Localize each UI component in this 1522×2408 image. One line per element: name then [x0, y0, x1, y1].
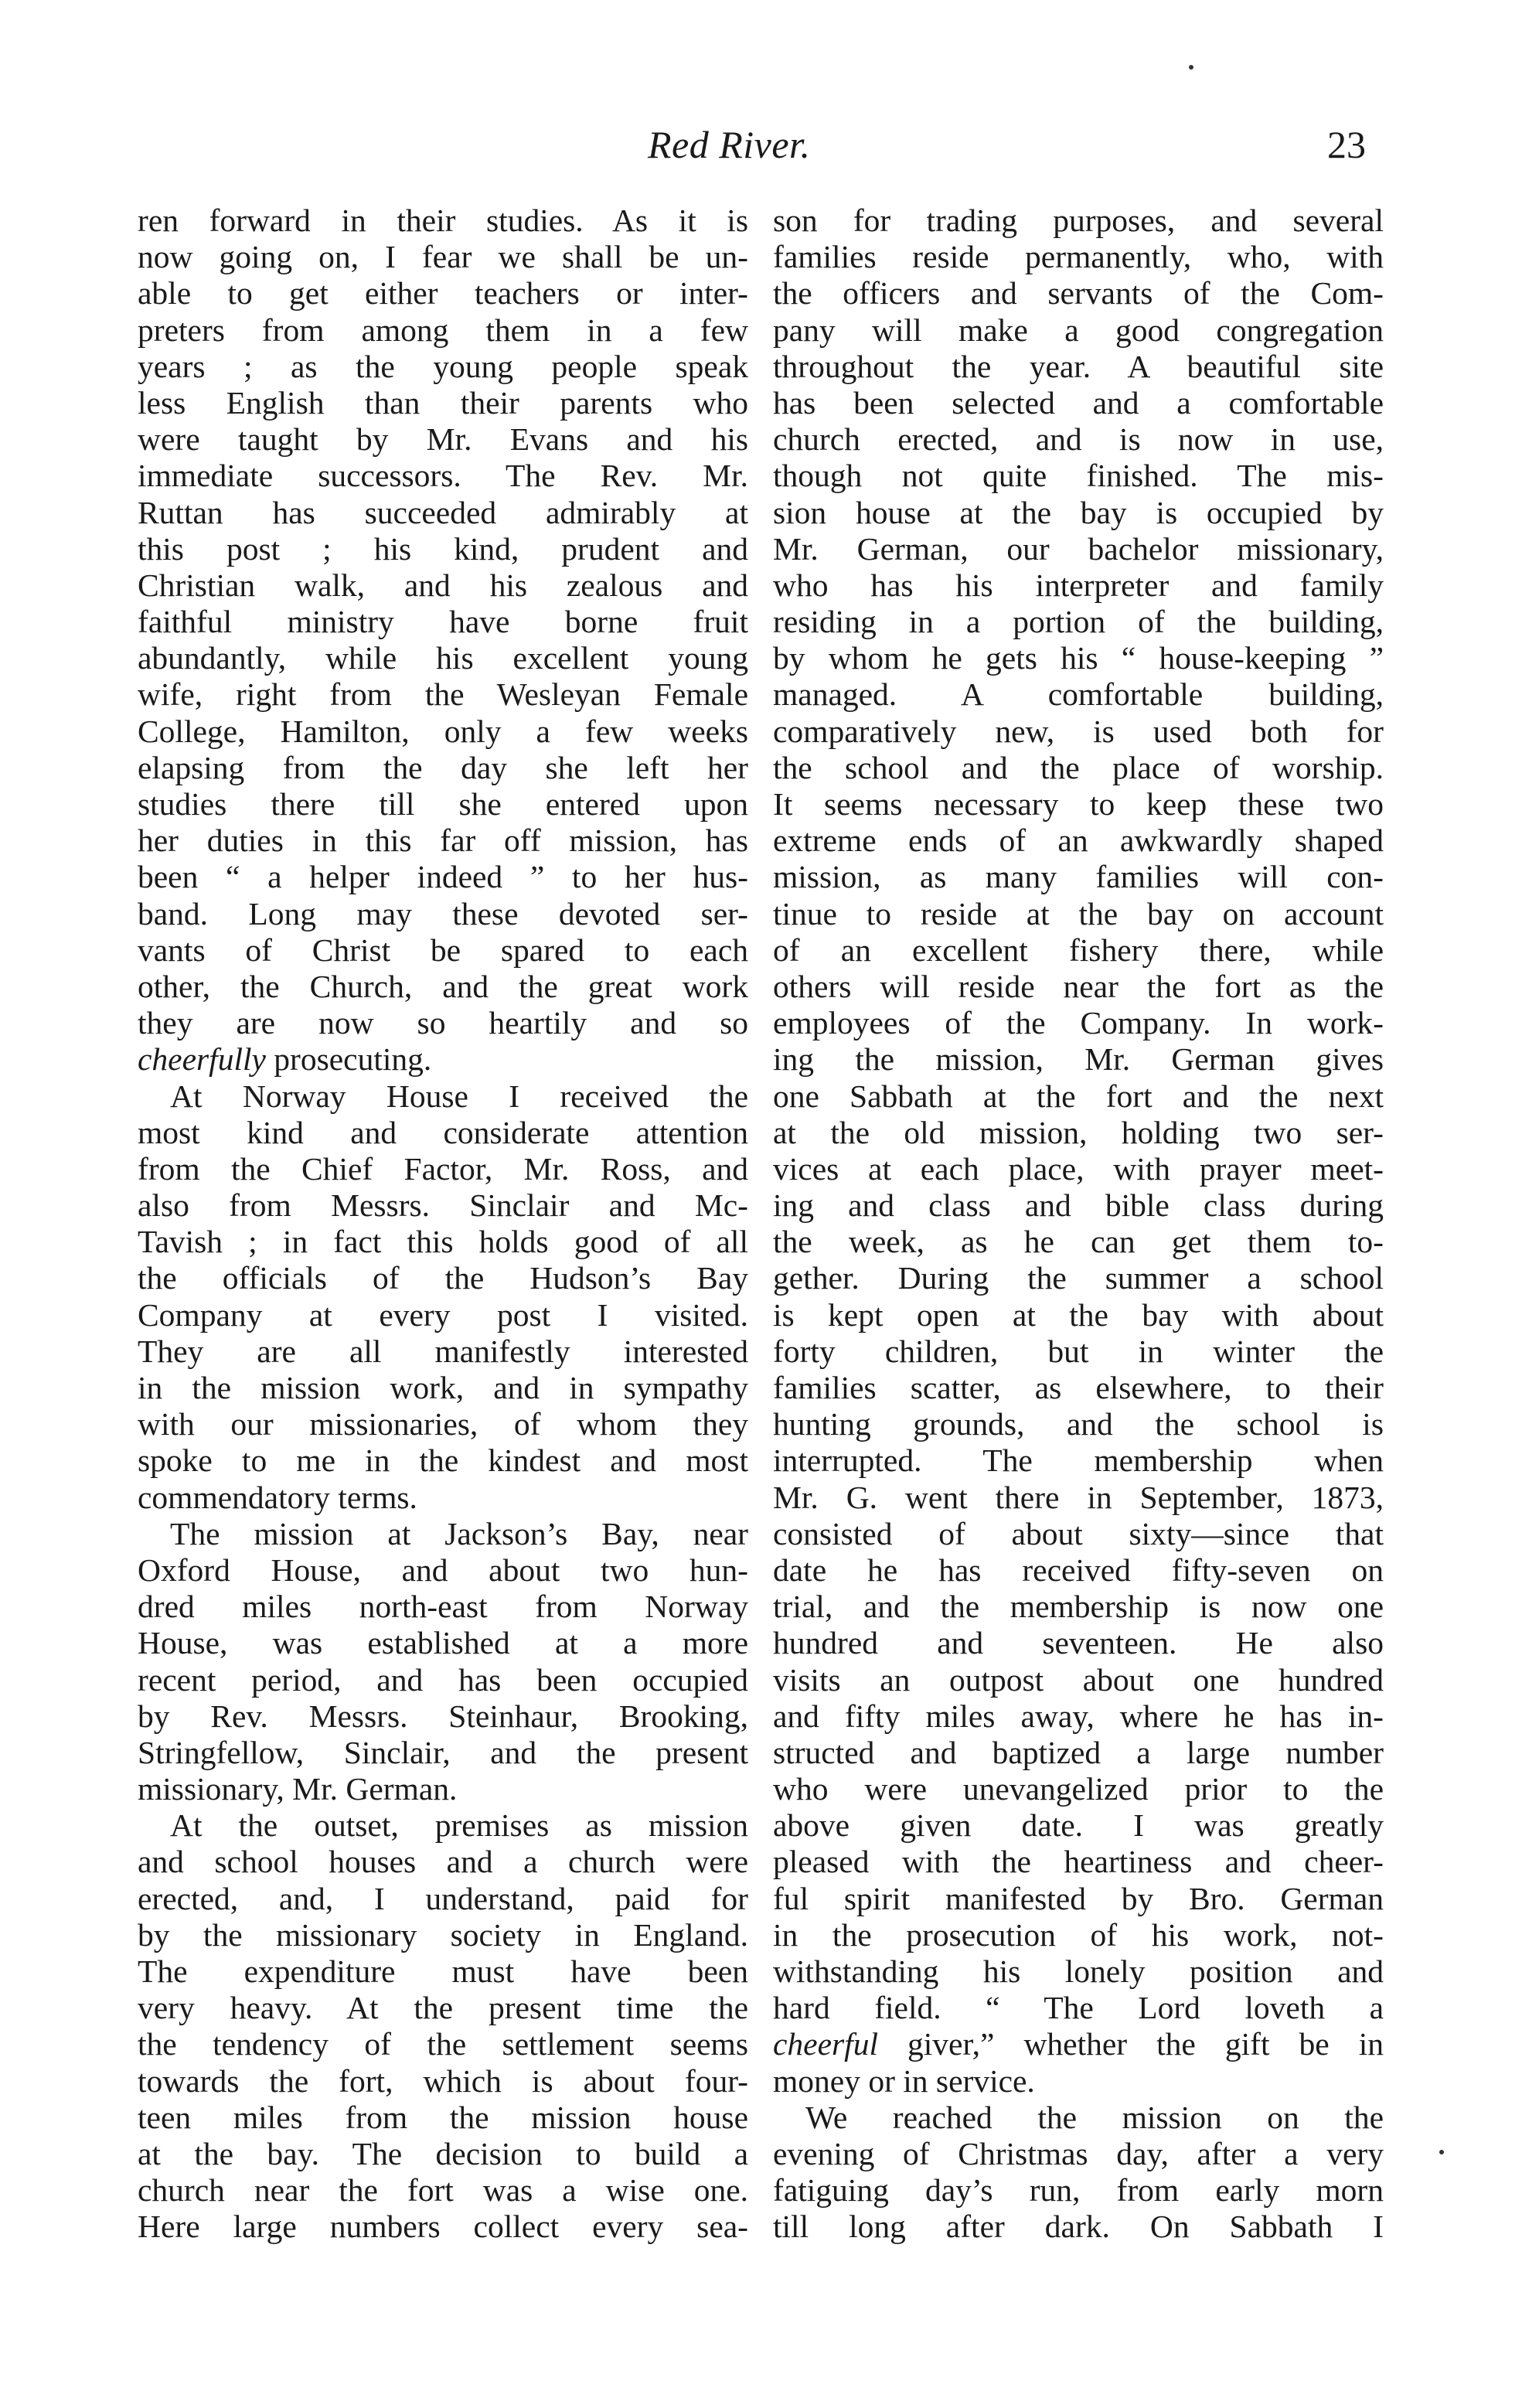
text-line: spoke to me in the kindest and most	[138, 1442, 748, 1479]
italic-text: cheerful	[773, 2026, 878, 2062]
text-line: above given date. I was greatly	[773, 1807, 1384, 1844]
text-run: prosecuting.	[265, 1041, 432, 1078]
text-line: Stringfellow, Sinclair, and the present	[138, 1734, 748, 1770]
text-line: the officers and servants of the Com-	[773, 275, 1384, 312]
text-line: who were unevangelized prior to the	[773, 1771, 1384, 1807]
text-line: church erected, and is now in use,	[773, 421, 1384, 458]
text-line: abundantly, while his excellent young	[138, 640, 748, 676]
text-line: wife, right from the Wesleyan Female	[138, 676, 748, 713]
text-line: the officials of the Hudson’s Bay	[138, 1260, 748, 1296]
text-line: Mr. G. went there in September, 1873,	[773, 1479, 1384, 1515]
text-line: though not quite finished. The mis-	[773, 458, 1384, 494]
text-line: It seems necessary to keep these two	[773, 786, 1384, 822]
text-line: trial, and the membership is now one	[773, 1589, 1384, 1625]
text-line: mission, as many families will con-	[773, 859, 1384, 895]
text-line: by whom he gets his “ house-keeping ”	[773, 640, 1384, 676]
text-line	[773, 2026, 1384, 2062]
text-line: faithful ministry have borne fruit	[138, 604, 748, 640]
text-line: date he has received fifty-seven on	[773, 1551, 1384, 1588]
left-text-column	[138, 203, 748, 2246]
text-line: very heavy. At the present time the	[138, 1990, 748, 2026]
text-run: giver,” whether the gift be in	[877, 2026, 1384, 2062]
text-line: others will reside near the fort as the	[773, 968, 1384, 1004]
text-line: gether. During the summer a school	[773, 1260, 1384, 1296]
text-line: other, the Church, and the great work	[138, 968, 748, 1004]
page-speck	[1439, 2150, 1444, 2154]
text-line: elapsing from the day she left her	[138, 749, 748, 785]
text-line: dred miles north-east from Norway	[138, 1589, 748, 1625]
text-line: Mr. German, our bachelor missionary,	[773, 530, 1384, 567]
text-line	[138, 1041, 748, 1078]
text-line: withstanding his lonely position and	[773, 1953, 1384, 1989]
text-line: less English than their parents who	[138, 384, 748, 421]
text-line: They are all manifestly interested	[138, 1333, 748, 1369]
text-line: structed and baptized a large number	[773, 1734, 1384, 1770]
text-line: this post ; his kind, prudent and	[138, 530, 748, 567]
text-line: Christian walk, and his zealous and	[138, 567, 748, 603]
text-line: House, was established at a more	[138, 1625, 748, 1661]
text-line: missionary, Mr. German.	[138, 1771, 458, 1807]
text-line: were taught by Mr. Evans and his	[138, 421, 748, 458]
text-line: Ruttan has succeeded admirably at	[138, 494, 748, 530]
text-line: Company at every post I visited.	[138, 1296, 748, 1333]
text-line: by the missionary society in England.	[138, 1916, 748, 1953]
text-line: been “ a helper indeed ” to her hus-	[138, 859, 748, 895]
text-line: families reside permanently, who, with	[773, 239, 1384, 275]
text-line: band. Long may these devoted ser-	[138, 895, 748, 932]
text-line: pleased with the heartiness and cheer-	[773, 1844, 1384, 1880]
text-line: vants of Christ be spared to each	[138, 932, 748, 968]
text-line: studies there till she entered upon	[138, 786, 748, 822]
text-line: at the old mission, holding two ser-	[773, 1114, 1384, 1150]
text-line: preters from among them in a few	[138, 312, 748, 348]
text-line: has been selected and a comfortable	[773, 384, 1384, 421]
text-line: Here large numbers collect every sea-	[138, 2209, 748, 2245]
text-line: years ; as the young people speak	[138, 348, 748, 384]
text-line: with our missionaries, of whom they	[138, 1406, 748, 1442]
text-line: till long after dark. On Sabbath I	[773, 2209, 1384, 2245]
text-line: ing the mission, Mr. German gives	[773, 1041, 1384, 1078]
text-line: vices at each place, with prayer meet-	[773, 1150, 1384, 1187]
italic-text: cheerfully	[138, 1041, 266, 1078]
text-line: son for trading purposes, and several	[773, 203, 1384, 238]
text-line: At the outset, premises as mission	[170, 1807, 748, 1844]
text-line: teen miles from the mission house	[138, 2099, 748, 2135]
text-line: throughout the year. A beautiful site	[773, 348, 1384, 384]
text-line: At Norway House I received the	[170, 1078, 748, 1114]
text-line: in the prosecution of his work, not-	[773, 1916, 1384, 1953]
page-speck	[1189, 65, 1193, 70]
text-line: hundred and seventeen. He also	[773, 1625, 1384, 1661]
text-line: evening of Christmas day, after a very	[773, 2135, 1384, 2171]
text-line: sion house at the bay is occupied by	[773, 494, 1384, 530]
text-line: The mission at Jackson’s Bay, near	[170, 1515, 748, 1551]
text-line: hard field. “ The Lord loveth a	[773, 1990, 1384, 2026]
text-line: of an excellent fishery there, while	[773, 932, 1384, 968]
text-line: commendatory terms.	[138, 1479, 417, 1515]
text-line: the week, as he can get them to-	[773, 1224, 1384, 1260]
text-line: College, Hamilton, only a few weeks	[138, 713, 748, 749]
text-line: extreme ends of an awkwardly shaped	[773, 823, 1384, 859]
text-line: The expenditure must have been	[138, 1953, 748, 1989]
text-line: most kind and considerate attention	[138, 1114, 748, 1150]
text-line: ren forward in their studies. As it is	[138, 203, 748, 238]
text-line: immediate successors. The Rev. Mr.	[138, 458, 748, 494]
text-line: in the mission work, and in sympathy	[138, 1370, 748, 1405]
text-line: fatiguing day’s run, from early morn	[773, 2172, 1384, 2209]
text-line: ing and class and bible class during	[773, 1187, 1384, 1224]
text-line: one Sabbath at the fort and the next	[773, 1078, 1384, 1114]
text-line: families scatter, as elsewhere, to their	[773, 1370, 1384, 1405]
text-line: the tendency of the settlement seems	[138, 2026, 748, 2062]
right-text-column	[773, 203, 1384, 2246]
text-line: towards the fort, which is about four-	[138, 2062, 748, 2099]
text-line: Tavish ; in fact this holds good of all	[138, 1224, 748, 1260]
text-line: from the Chief Factor, Mr. Ross, and	[138, 1150, 748, 1187]
text-line: also from Messrs. Sinclair and Mc-	[138, 1187, 748, 1224]
text-line: and school houses and a church were	[138, 1844, 748, 1880]
running-title: Red River.	[648, 123, 811, 166]
text-line: pany will make a good congregation	[773, 312, 1384, 348]
text-line: is kept open at the bay with about	[773, 1296, 1384, 1333]
text-line: ful spirit manifested by Bro. German	[773, 1880, 1384, 1916]
text-line: interrupted. The membership when	[773, 1442, 1384, 1479]
text-line: comparatively new, is used both for	[773, 713, 1384, 749]
text-line: by Rev. Messrs. Steinhaur, Brooking,	[138, 1698, 748, 1734]
text-line: and fifty miles away, where he has in-	[773, 1698, 1384, 1734]
text-line: hunting grounds, and the school is	[773, 1406, 1384, 1442]
text-line: the school and the place of worship.	[773, 749, 1384, 785]
text-line: church near the fort was a wise one.	[138, 2172, 748, 2209]
page-number: 23	[1327, 123, 1366, 166]
text-line: managed. A comfortable building,	[773, 676, 1384, 713]
text-line: able to get either teachers or inter-	[138, 275, 748, 312]
text-line: they are now so heartily and so	[138, 1005, 748, 1041]
text-line: at the bay. The decision to build a	[138, 2135, 748, 2171]
text-line: visits an outpost about one hundred	[773, 1661, 1384, 1698]
text-line: recent period, and has been occupied	[138, 1661, 748, 1698]
text-line: employees of the Company. In work-	[773, 1005, 1384, 1041]
text-line: consisted of about sixty—since that	[773, 1515, 1384, 1551]
text-line: residing in a portion of the building,	[773, 604, 1384, 640]
text-line: who has his interpreter and family	[773, 567, 1384, 603]
text-line: now going on, I fear we shall be un-	[138, 239, 748, 275]
text-line: We reached the mission on the	[805, 2099, 1384, 2135]
text-line: tinue to reside at the bay on account	[773, 895, 1384, 932]
text-line: Oxford House, and about two hun-	[138, 1551, 748, 1588]
text-line: her duties in this far off mission, has	[138, 823, 748, 859]
text-line: erected, and, I understand, paid for	[138, 1880, 748, 1916]
text-line: money or in service.	[773, 2062, 1035, 2099]
text-line: forty children, but in winter the	[773, 1333, 1384, 1369]
